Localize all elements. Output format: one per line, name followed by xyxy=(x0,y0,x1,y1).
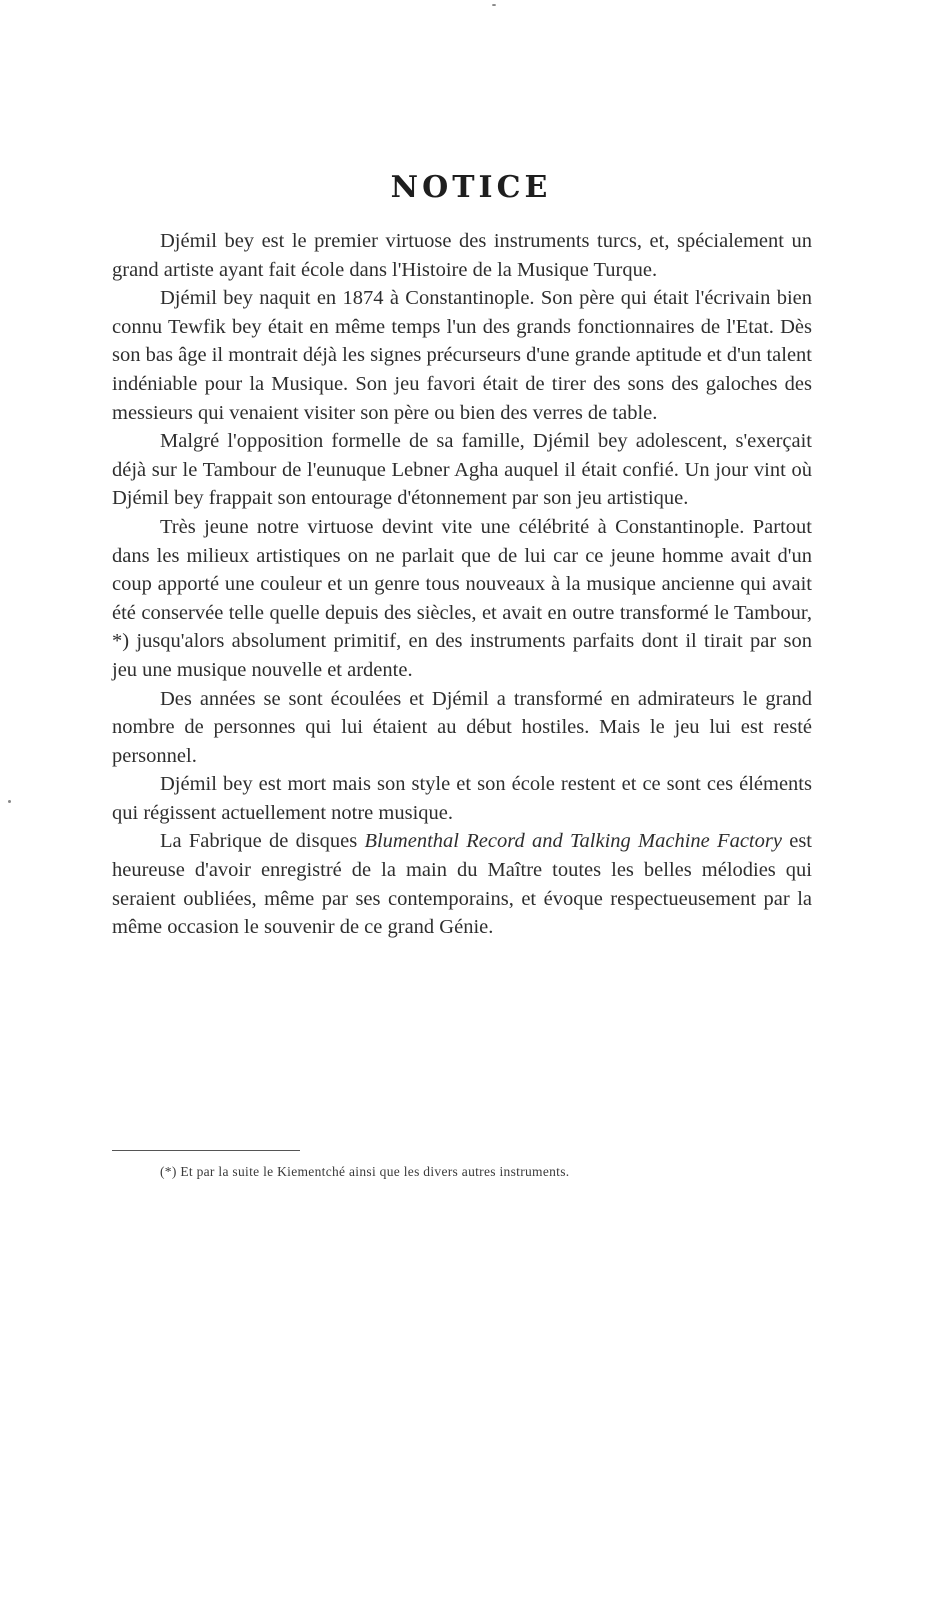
paragraph-2: Djémil bey naquit en 1874 à Constantinople. Son père qui était l'écrivain bien connu Tewfik bey était en même temps l'un des grands fonctionnaires de l'Etat. Dès son bas âge il montrait déjà les signes précurseurs d'une grande aptitude et d'un talent indéniable pour la Musique. Son jeu favori était de tirer des sons des galoches des messieurs qui venaient visiter son père ou bien des verres de table. xyxy=(112,287,812,424)
paragraph-4: Très jeune notre virtuose devint vite une célébrité à Constantinople. Partout dans les milieux artistiques on ne parlait que de lui car ce jeune homme avait d'un coup apporté une couleur et un genre tous nouveaux à la musique ancienne qui avait été conservée telle quelle depuis des siècles, et avait en outre transformé le Tambour, *) jusqu'alors absolument primitif, en des instruments parfaits dont il tirait par son jeu une musique nouvelle et ardente. xyxy=(112,515,812,681)
page-title: NOTICE xyxy=(390,170,552,205)
paper-speck xyxy=(492,4,496,6)
paragraph-3: Malgré l'opposition formelle de sa famille, Djémil bey adolescent, s'exerçait déjà sur le Tambour de l'eunuque Lebner Agha auquel il était confié. Un jour vint où Djémil bey frappait son entourage d'étonnement par son jeu artistique. xyxy=(112,430,812,510)
paragraph-5: Des années se sont écoulées et Djémil a transformé en admirateurs le grand nombre de personnes qui lui étaient au début hostiles. Mais le jeu lui est resté personnel. xyxy=(112,687,812,767)
paper-speck xyxy=(8,800,11,803)
paragraph-7-end: est heureuse d'avoir enregistré de la main du Maître toutes les belles mélodies qui seraient oubliées, même par ses contemporains, et évoque respectueusement par la même occasion le souvenir de ce grand Génie. xyxy=(112,830,813,939)
footnote-divider xyxy=(112,1150,300,1151)
paragraph-7 xyxy=(112,827,812,941)
paragraph-7-start: La Fabrique de disques xyxy=(160,830,365,853)
paragraph-1: Djémil bey est le premier virtuose des instruments turcs, et, spécialement un grand artiste ayant fait école dans l'Histoire de la Musique Turque. xyxy=(112,230,812,281)
company-name: Blumenthal Record and Talking Machine Factory xyxy=(364,830,782,853)
footnote: (*) Et par la suite le Kiementché ainsi que les divers autres instruments. xyxy=(160,1164,570,1179)
notice-body xyxy=(112,227,812,942)
paragraph-6: Djémil bey est mort mais son style et son école restent et ce sont ces éléments qui régissent actuellement notre musique. xyxy=(112,773,812,824)
